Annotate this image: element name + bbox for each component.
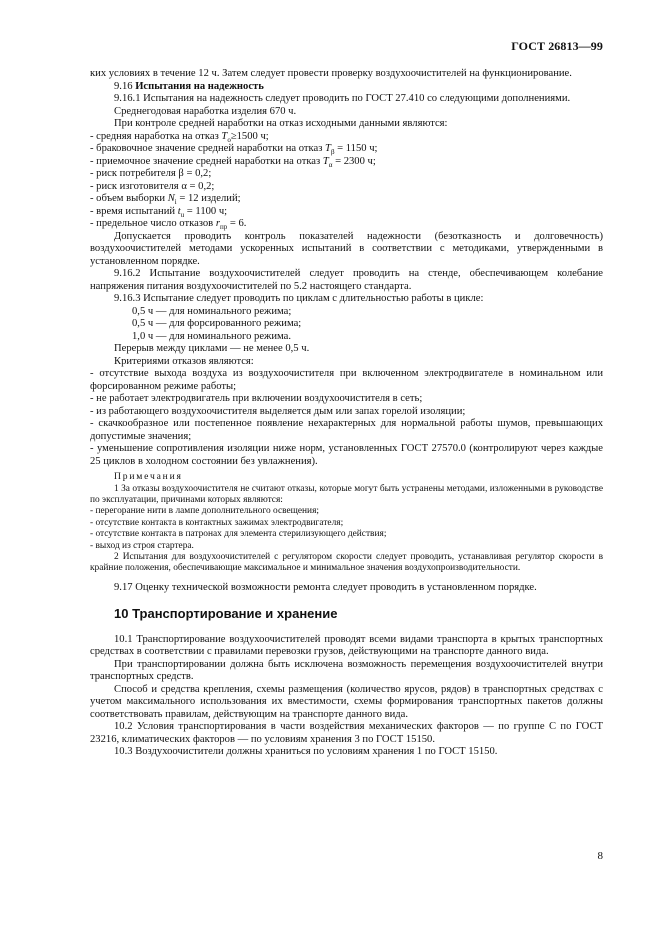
failure-criterion: - отсутствие выхода воздуха из воздухоочистителя при включенном электродвигателе в номинальном или форсированном режиме работы; [90,368,603,392]
page-body [90,68,603,759]
note-list-item: - отсутствие контакта в контактных зажимах электродвигателя; [90,517,344,528]
param-text: - объем выборки [90,193,168,204]
symbol: T [221,130,228,142]
note-list-item: - отсутствие контакта в патронах для элемента стерилизующего действия; [90,529,387,540]
failure-criterion: - уменьшение сопротивления изоляции ниже норм, установленных ГОСТ 27570.0 (контролируют через каждые 25 циклов в холодном состоянии без увлажнения). [90,443,603,467]
failure-criteria-intro: Критериями отказов являются: [114,355,254,367]
note-1: 1 За отказы воздухоочистителя не считают отказы, которые могут быть устранены методами, изложенными в руководстве по эксплуатации, причинами которых являются: [90,483,603,505]
param-value: = 2300 ч; [332,155,376,167]
param-accept-value [90,156,603,169]
subscript: пр [219,223,228,232]
param-test-time [90,206,603,219]
intro-paragraph: ких условиях в течение 12 ч. Затем следует провести проверку воздухоочистителей на функционирование. [90,68,572,79]
section-title: Испытания на надежность [135,80,264,92]
subscript: α [328,160,333,169]
param-sample-size [90,193,603,206]
note-list-item: - выход из строя стартера. [90,540,194,551]
paragraph-10-3: 10.3 Воздухоочистители должны храниться по условиям хранения 1 по ГОСТ 15150. [114,746,498,758]
note-2: 2 Испытания для воздухоочистителей с регулятором скорости следует проводить, устанавливая регулятор скорости в крайние положения, обеспечивающие максимальное и минимальное значения воздухопроизводительности. [90,551,603,574]
failure-criterion: - из работающего воздухоочистителя выделяется дым или запах горелой изоляции; [90,405,466,417]
subscript: u [180,210,185,219]
symbol: T [322,155,329,167]
failure-criterion: - скачкообразное или постепенное появление нехарактерных для нормальной работы шумов, превышающих допустимые значения; [90,418,603,442]
subscript: i [174,198,177,207]
section-10-title: 10 Транспортирование и хранение [114,606,338,622]
param-text: - приемочное значение средней наработки на отказ [90,155,323,167]
avg-operating-time: Среднегодовая наработка изделия 670 ч. [114,105,297,117]
param-failure-limit [90,218,603,231]
symbol: r [215,218,220,229]
paragraph-10-2: 10.2 Условия транспортирования в части воздействия механических факторов — по группе С по ГОСТ 23216, климатических факторов — по условиям хранения 3 по ГОСТ 15150. [90,721,603,745]
symbol: N [167,193,175,204]
subscript: β [330,148,335,157]
param-text: - средняя наработка на отказ [90,130,222,142]
param-value: = 1100 ч; [184,205,228,217]
spacer [90,575,603,582]
paragraph-10-1: 10.1 Транспортирование воздухоочистителей проводят всеми видами транспорта в крытых транспортных средствах в соответствии с правилами перевозки грузов, действующими на транспорте данного вида. [90,633,603,658]
cycle-item: 0,5 ч — для номинального режима; [132,305,292,317]
section-number: 9.16 [114,80,136,92]
paragraph-9-16-2: 9.16.2 Испытание воздухоочистителей следует проводить на стенде, обеспечивающем колебание напряжения питания воздухоочистителей по 5.2 настоящего стандарта. [90,268,603,292]
control-intro: При контроле средней наработки на отказ исходными данными являются: [114,118,448,129]
symbol: t [177,205,181,217]
paragraph-9-16-1: 9.16.1 Испытания на надежность следует проводить по ГОСТ 27.410 со следующими дополнениями. [114,93,571,104]
param-reject-value [90,143,603,156]
param-text: - предельное число отказов [90,218,216,229]
notes-title: Примечания [114,471,183,482]
paragraph-10-1-c: Способ и средства крепления, схемы размещения (количество ярусов, рядов) в транспортных средствах с учетом максимального использования их вместимости, схемы формирования транспортных пакетов должны соответствовать правилам, действующим на транспорте данного вида. [90,683,603,720]
symbol: T [325,143,331,154]
param-text: - время испытаний [90,205,178,217]
failure-criterion: - не работает электродвигатель при включении воздухоочистителя в сеть; [90,393,423,404]
cycle-pause: Перерыв между циклами — не менее 0,5 ч. [114,343,310,354]
param-value: = 12 изделий; [176,193,241,204]
note-list-item: - перегорание нити в лампе дополнительного освещения; [90,506,319,517]
section-9-16-heading [90,81,603,94]
param-value: = 1150 ч; [334,143,378,154]
param-mean-time [90,131,603,144]
param-producer-risk: - риск изготовителя α = 0,2; [90,180,215,192]
param-consumer-risk: - риск потребителя β = 0,2; [90,168,212,179]
cycle-item: 0,5 ч — для форсированного режима; [132,318,302,329]
page-number: 8 [597,850,603,862]
cycle-item: 1,0 ч — для номинального режима. [132,330,291,342]
param-value: ≥1500 ч; [230,130,269,142]
paragraph-9-16-3: 9.16.3 Испытание следует проводить по циклам с длительностью работы в цикле: [114,293,484,304]
param-text: - браковочное значение средней наработки на отказ [90,143,326,154]
subscript: o [227,135,231,144]
page-header-code: ГОСТ 26813—99 [511,39,603,53]
paragraph-9-17: 9.17 Оценку технической возможности ремонта следует проводить в установленном порядке. [114,581,537,593]
param-value: = 6. [227,218,247,229]
accelerated-tests-paragraph: Допускается проводить контроль показателей надежности (безотказность и долговечность) воздухоочистителей методами ускоренных испытаний в соответствии с методиками, утвержденными в установленном порядке. [90,230,603,267]
paragraph-10-1-b: При транспортировании должна быть исключена возможность перемещения воздухоочистителей внутри транспортных средств. [90,658,603,683]
